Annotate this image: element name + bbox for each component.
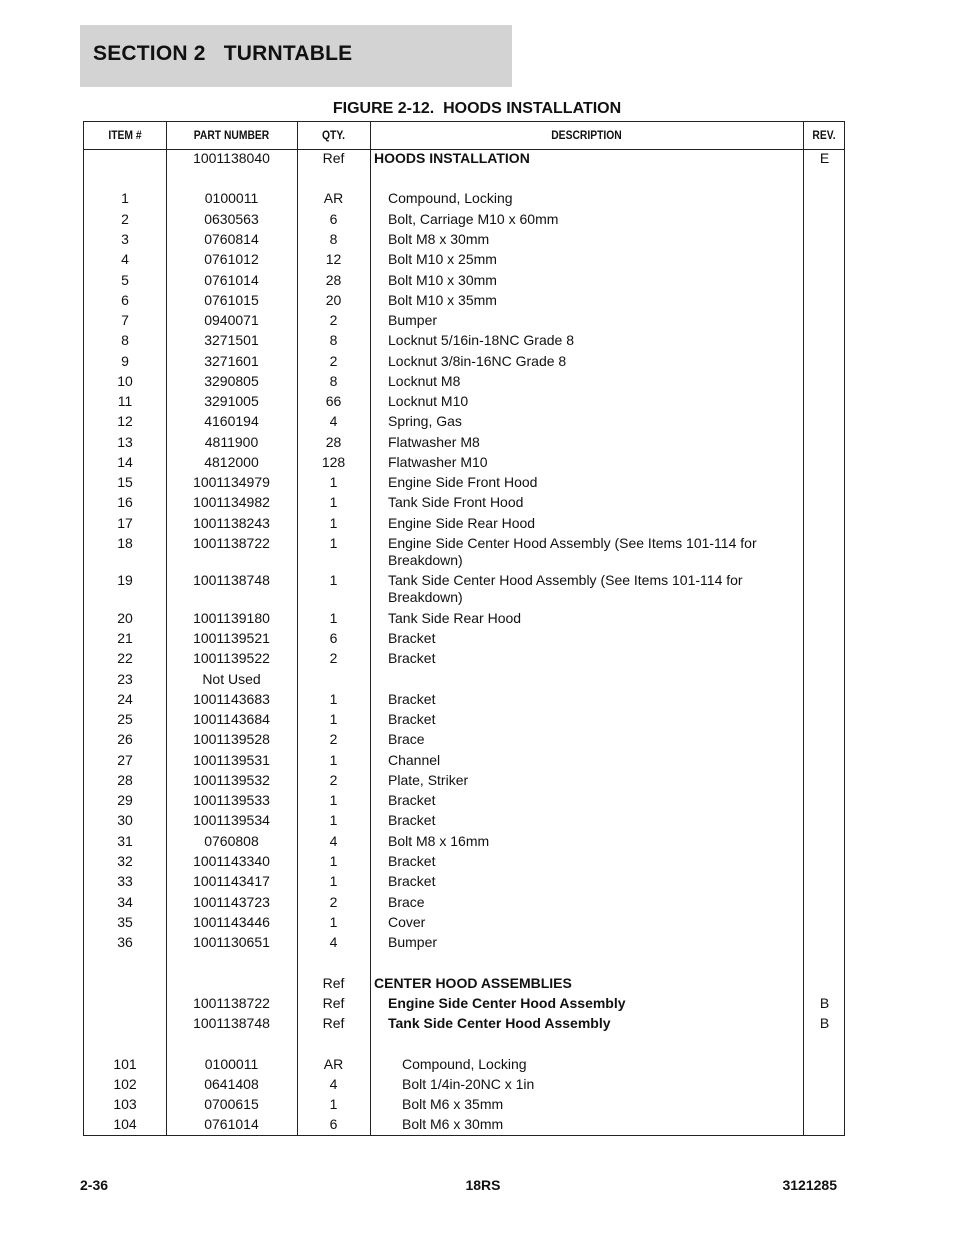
item-number-cell: 6 xyxy=(121,292,129,308)
qty-cell: 6 xyxy=(329,1116,338,1132)
column-divider xyxy=(803,122,804,1135)
description-cell: Locknut M10 xyxy=(388,393,469,409)
qty-cell: 1 xyxy=(329,572,338,588)
qty-cell: AR xyxy=(323,1056,344,1072)
description-cell: Compound, Locking xyxy=(402,1056,527,1072)
description-cell: Engine Side Center Hood Assembly (See Items 101-114 for Breakdown) xyxy=(388,535,757,568)
item-number-cell: 11 xyxy=(117,393,133,409)
item-number-cell: 15 xyxy=(117,474,133,490)
item-number-cell: 23 xyxy=(117,671,133,687)
item-number-cell: 103 xyxy=(113,1096,137,1112)
qty-cell: 2 xyxy=(329,772,338,788)
part-number-cell: 0100011 xyxy=(204,1056,259,1072)
item-number-cell: 21 xyxy=(117,630,133,646)
section-banner xyxy=(80,25,512,87)
part-number-cell: 1001130651 xyxy=(193,934,270,950)
item-number-cell: 19 xyxy=(117,572,133,588)
qty-cell: 1 xyxy=(329,494,338,510)
description-cell: CENTER HOOD ASSEMBLIES xyxy=(374,975,572,991)
qty-cell: 2 xyxy=(329,353,338,369)
qty-cell: 1 xyxy=(329,914,338,930)
manual-number: 3121285 xyxy=(782,1177,837,1193)
item-number-cell: 33 xyxy=(117,873,133,889)
part-number-cell: 1001134979 xyxy=(193,474,270,490)
qty-cell: Ref xyxy=(322,150,345,166)
qty-cell: AR xyxy=(323,190,344,206)
part-number-cell: 1001138748 xyxy=(193,572,270,588)
column-header-description: DESCRIPTION xyxy=(551,128,622,142)
part-number-cell: 3271601 xyxy=(204,353,259,369)
description-cell: HOODS INSTALLATION xyxy=(374,150,530,166)
part-number-cell: 0760814 xyxy=(204,231,259,247)
model-name: 18RS xyxy=(465,1177,501,1193)
item-number-cell: 4 xyxy=(121,251,129,267)
description-cell: Compound, Locking xyxy=(388,190,513,206)
rev-cell: B xyxy=(819,1015,830,1031)
description-cell: Bracket xyxy=(388,792,436,808)
part-number-cell: 1001139522 xyxy=(193,650,270,666)
description-cell: Tank Side Rear Hood xyxy=(388,610,522,626)
item-number-cell: 7 xyxy=(121,312,129,328)
description-cell: Brace xyxy=(388,731,425,747)
description-cell: Bolt, Carriage M10 x 60mm xyxy=(388,211,559,227)
qty-cell: 8 xyxy=(329,332,338,348)
item-number-cell: 1 xyxy=(121,190,129,206)
qty-cell: 66 xyxy=(325,393,342,409)
item-number-cell: 104 xyxy=(113,1116,137,1132)
part-number-cell: 1001138243 xyxy=(193,515,270,531)
column-header-rev: REV. xyxy=(812,128,836,142)
part-number-cell: 1001138040 xyxy=(193,150,270,166)
description-cell: Cover xyxy=(388,914,426,930)
part-number-cell: 0700615 xyxy=(204,1096,259,1112)
part-number-cell: 1001143683 xyxy=(193,691,270,707)
part-number-cell: 1001143417 xyxy=(193,873,270,889)
description-cell: Bolt M10 x 35mm xyxy=(388,292,497,308)
part-number-cell: 1001143723 xyxy=(193,894,270,910)
qty-cell: 4 xyxy=(329,413,338,429)
part-number-cell: 1001139180 xyxy=(193,610,270,626)
description-cell: Bracket xyxy=(388,853,436,869)
item-number-cell: 26 xyxy=(117,731,133,747)
qty-cell: 6 xyxy=(329,211,338,227)
item-number-cell: 32 xyxy=(117,853,133,869)
item-number-cell: 102 xyxy=(113,1076,137,1092)
qty-cell: 6 xyxy=(329,630,338,646)
item-number-cell: 12 xyxy=(117,413,133,429)
description-cell: Bracket xyxy=(388,873,436,889)
qty-cell: 2 xyxy=(329,650,338,666)
part-number-cell: 0761015 xyxy=(204,292,259,308)
description-cell: Engine Side Rear Hood xyxy=(388,515,536,531)
description-cell: Engine Side Front Hood xyxy=(388,474,538,490)
item-number-cell: 34 xyxy=(117,894,133,910)
qty-cell: 1 xyxy=(329,853,338,869)
part-number-cell: 0641408 xyxy=(204,1076,259,1092)
part-number-cell: 1001143684 xyxy=(193,711,270,727)
part-number-cell: 0761012 xyxy=(204,251,259,267)
qty-cell: 2 xyxy=(329,731,338,747)
parts-table xyxy=(83,121,845,1136)
part-number-cell: 1001143340 xyxy=(193,853,270,869)
description-cell: Bracket xyxy=(388,691,436,707)
description-cell: Bumper xyxy=(388,934,438,950)
qty-cell: 1 xyxy=(329,515,338,531)
qty-cell: 1 xyxy=(329,812,338,828)
qty-cell: 1 xyxy=(329,1096,338,1112)
qty-cell: 28 xyxy=(325,434,342,450)
item-number-cell: 36 xyxy=(117,934,133,950)
part-number-cell: 3290805 xyxy=(204,373,259,389)
figure-title: FIGURE 2-12. HOODS INSTALLATION xyxy=(332,100,622,117)
item-number-cell: 27 xyxy=(117,752,133,768)
item-number-cell: 18 xyxy=(117,535,133,551)
part-number-cell: 0761014 xyxy=(204,272,259,288)
qty-cell: 8 xyxy=(329,231,338,247)
description-cell: Bracket xyxy=(388,711,436,727)
part-number-cell: 3291005 xyxy=(204,393,259,409)
description-cell: Tank Side Front Hood xyxy=(388,494,524,510)
item-number-cell: 3 xyxy=(121,231,129,247)
item-number-cell: 22 xyxy=(117,650,133,666)
description-cell: Bolt M10 x 30mm xyxy=(388,272,497,288)
item-number-cell: 30 xyxy=(117,812,133,828)
part-number-cell: 1001138748 xyxy=(193,1015,270,1031)
description-cell: Brace xyxy=(388,894,425,910)
qty-cell: 4 xyxy=(329,833,338,849)
item-number-cell: 5 xyxy=(121,272,129,288)
description-cell: Locknut 5/16in-18NC Grade 8 xyxy=(388,332,574,348)
description-cell: Bolt M6 x 35mm xyxy=(402,1096,504,1112)
item-number-cell: 16 xyxy=(117,494,133,510)
item-number-cell: 31 xyxy=(117,833,133,849)
qty-cell: Ref xyxy=(322,995,345,1011)
section-title: SECTION 2 TURNTABLE xyxy=(93,42,353,65)
item-number-cell: 14 xyxy=(117,454,133,470)
qty-cell: 4 xyxy=(329,1076,338,1092)
qty-cell: 128 xyxy=(321,454,346,470)
description-cell: Locknut M8 xyxy=(388,373,461,389)
qty-cell: 2 xyxy=(329,312,338,328)
description-cell: Bracket xyxy=(388,812,436,828)
part-number-cell: 0630563 xyxy=(204,211,259,227)
description-cell: Bolt M6 x 30mm xyxy=(402,1116,504,1132)
qty-cell: 12 xyxy=(325,251,342,267)
description-cell: Bracket xyxy=(388,630,436,646)
part-number-cell: 1001139532 xyxy=(193,772,270,788)
qty-cell: 2 xyxy=(329,894,338,910)
part-number-cell: 1001139531 xyxy=(193,752,270,768)
column-header-item: ITEM # xyxy=(108,128,142,142)
part-number-cell: 1001139533 xyxy=(193,792,270,808)
qty-cell: 28 xyxy=(325,272,342,288)
item-number-cell: 25 xyxy=(117,711,133,727)
item-number-cell: 9 xyxy=(121,353,129,369)
description-cell: Flatwasher M8 xyxy=(388,434,480,450)
part-number-cell: 4812000 xyxy=(204,454,259,470)
qty-cell: 1 xyxy=(329,792,338,808)
item-number-cell: 10 xyxy=(117,373,133,389)
item-number-cell: 17 xyxy=(117,515,133,531)
part-number-cell: 0940071 xyxy=(204,312,259,328)
qty-cell: 1 xyxy=(329,474,338,490)
part-number-cell: 0760808 xyxy=(204,833,259,849)
column-header-part-number: PART NUMBER xyxy=(193,128,270,142)
item-number-cell: 8 xyxy=(121,332,129,348)
description-cell: Bolt 1/4in-20NC x 1in xyxy=(402,1076,535,1092)
description-cell: Bumper xyxy=(388,312,438,328)
column-header-qty: QTY. xyxy=(322,128,345,142)
qty-cell: 1 xyxy=(329,873,338,889)
part-number-cell: Not Used xyxy=(202,671,261,687)
description-cell: Tank Side Center Hood Assembly (See Items 101-114 for Breakdown) xyxy=(388,572,743,605)
item-number-cell: 35 xyxy=(117,914,133,930)
item-number-cell: 2 xyxy=(121,211,129,227)
qty-cell: 1 xyxy=(329,691,338,707)
qty-cell: Ref xyxy=(322,1015,345,1031)
description-cell: Engine Side Center Hood Assembly xyxy=(388,995,626,1011)
part-number-cell: 1001143446 xyxy=(193,914,270,930)
column-divider xyxy=(370,122,371,1135)
part-number-cell: 4160194 xyxy=(204,413,259,429)
item-number-cell: 24 xyxy=(117,691,133,707)
description-cell: Locknut 3/8in-16NC Grade 8 xyxy=(388,353,567,369)
rev-cell: E xyxy=(819,150,830,166)
part-number-cell: 1001138722 xyxy=(193,995,270,1011)
description-cell: Bolt M8 x 16mm xyxy=(388,833,490,849)
item-number-cell: 101 xyxy=(113,1056,137,1072)
qty-cell: 4 xyxy=(329,934,338,950)
part-number-cell: 0761014 xyxy=(204,1116,259,1132)
part-number-cell: 3271501 xyxy=(204,332,259,348)
description-cell: Channel xyxy=(388,752,441,768)
qty-cell: 1 xyxy=(329,535,338,551)
description-cell: Flatwasher M10 xyxy=(388,454,488,470)
description-cell: Bolt M8 x 30mm xyxy=(388,231,490,247)
qty-cell: Ref xyxy=(322,975,345,991)
description-cell: Tank Side Center Hood Assembly xyxy=(388,1015,611,1031)
part-number-cell: 0100011 xyxy=(204,190,259,206)
part-number-cell: 1001139521 xyxy=(193,630,270,646)
item-number-cell: 20 xyxy=(117,610,133,626)
item-number-cell: 28 xyxy=(117,772,133,788)
rev-cell: B xyxy=(819,995,830,1011)
qty-cell: 8 xyxy=(329,373,338,389)
description-cell: Bolt M10 x 25mm xyxy=(388,251,497,267)
part-number-cell: 4811900 xyxy=(204,434,259,450)
item-number-cell: 29 xyxy=(117,792,133,808)
part-number-cell: 1001138722 xyxy=(193,535,270,551)
part-number-cell: 1001139534 xyxy=(193,812,270,828)
part-number-cell: 1001139528 xyxy=(193,731,270,747)
page-number: 2-36 xyxy=(80,1177,109,1193)
description-cell: Spring, Gas xyxy=(388,413,462,429)
qty-cell: 1 xyxy=(329,610,338,626)
description-cell: Plate, Striker xyxy=(388,772,469,788)
description-cell: Bracket xyxy=(388,650,436,666)
qty-cell: 1 xyxy=(329,711,338,727)
item-number-cell: 13 xyxy=(117,434,133,450)
part-number-cell: 1001134982 xyxy=(193,494,270,510)
qty-cell: 20 xyxy=(325,292,342,308)
qty-cell: 1 xyxy=(329,752,338,768)
